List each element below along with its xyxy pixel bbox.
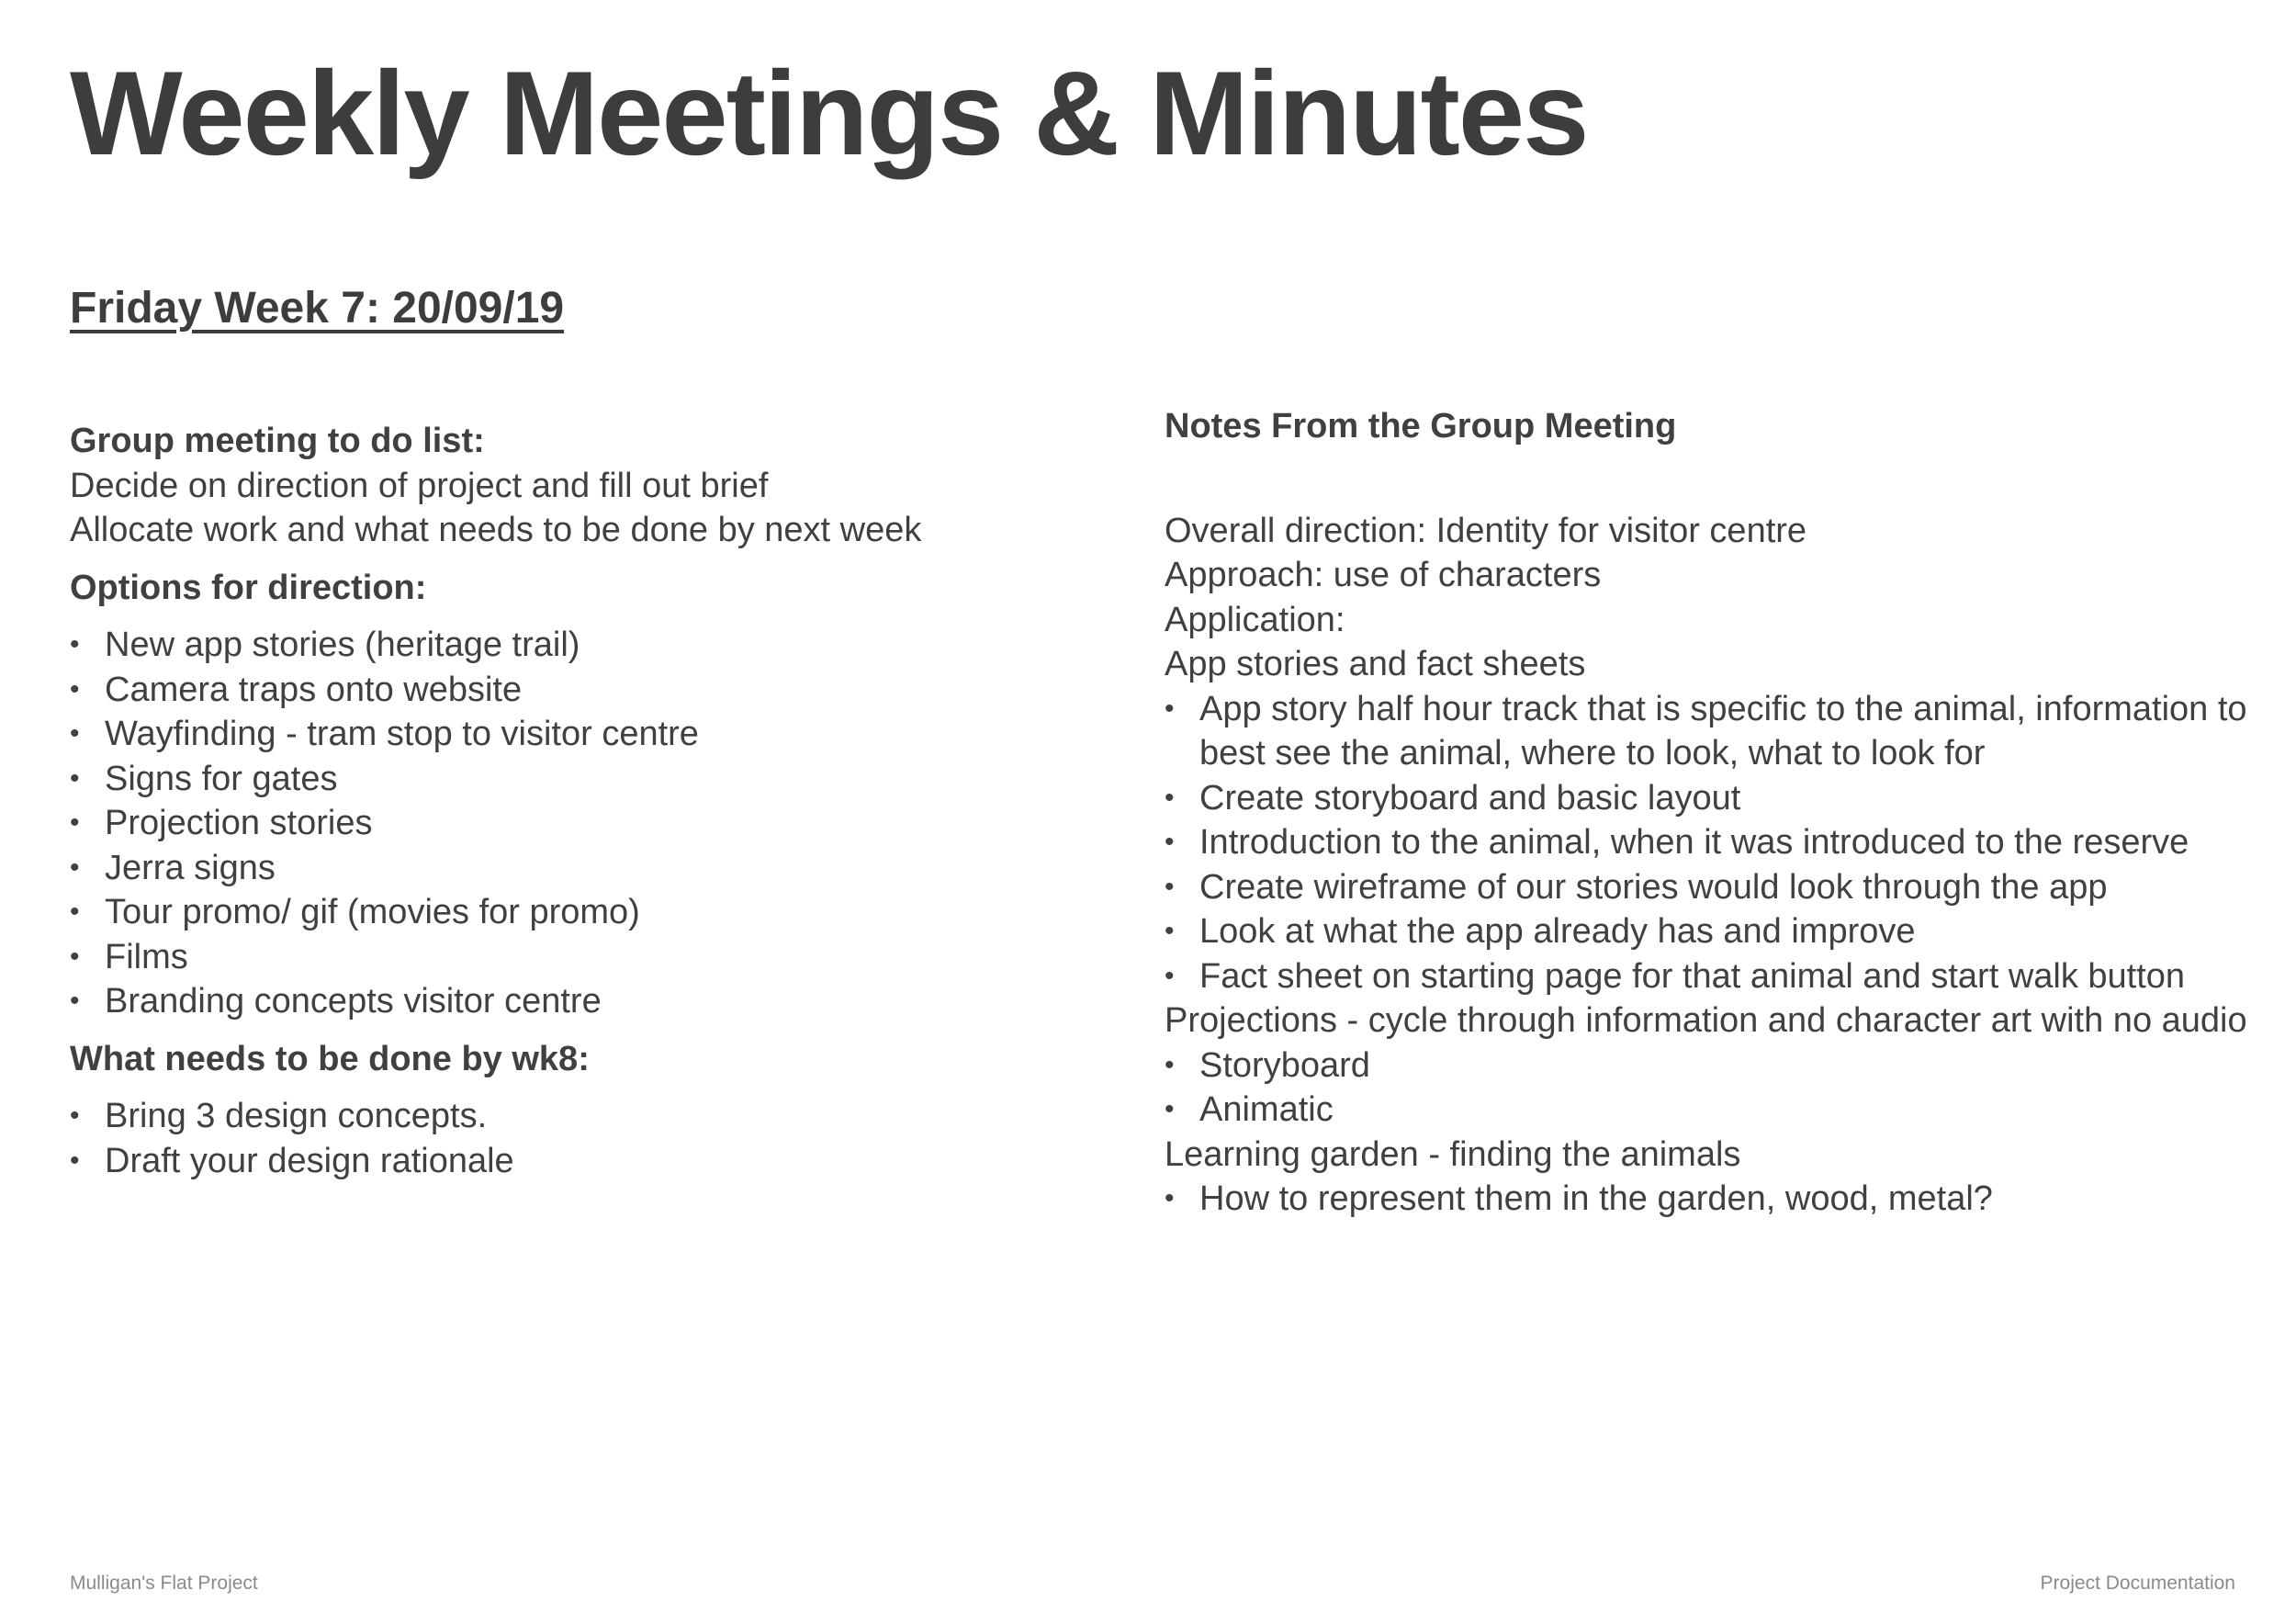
list-item [1165, 954, 2248, 999]
notes-heading: Notes From the Group Meeting [1165, 407, 1677, 445]
list-item [70, 935, 1135, 980]
projections-heading: Projections - cycle through information and character art with no audio [1165, 1001, 2247, 1040]
bullet-icon: • [1165, 1049, 1175, 1080]
list-item-text: Introduction to the animal, when it was introduced to the reserve [1199, 823, 2189, 862]
list-item-text: Look at what the app already has and improve [1199, 912, 1916, 951]
bullet-icon: • [1165, 827, 1175, 857]
approach: Approach: use of characters [1165, 556, 1602, 594]
list-item [70, 801, 1135, 846]
bullet-icon: • [1165, 916, 1175, 946]
list-item [1165, 865, 2248, 910]
list-item-text: Branding concepts visitor centre [105, 982, 602, 1021]
list-item [70, 623, 1135, 668]
bullet-icon: • [70, 941, 80, 972]
list-item [1165, 820, 2248, 865]
bullet-icon: • [1165, 960, 1175, 991]
bullet-icon: • [70, 986, 80, 1016]
list-item-text: Wayfinding - tram stop to visitor centre [105, 715, 699, 753]
list-item-text: Fact sheet on starting page for that animal and start walk button [1199, 956, 2186, 996]
bullet-icon: • [70, 762, 80, 794]
list-item-text: New app stories (heritage trail) [105, 626, 580, 664]
list-item-text: Tour promo/ gif (movies for promo) [105, 893, 640, 931]
wk8-list [70, 1094, 1135, 1183]
overall-direction: Overall direction: Identity for visitor centre [1165, 511, 1807, 550]
list-item-text: Bring 3 design concepts. [105, 1097, 488, 1135]
list-item-text: Films [105, 937, 188, 976]
list-item-text: Projection stories [105, 804, 373, 842]
list-item-text: Create wireframe of our stories would look through the app [1199, 867, 2108, 907]
todo-line: Allocate work and what needs to be done by next week [70, 511, 922, 549]
list-item [1165, 1177, 2248, 1222]
options-list [70, 623, 1135, 1024]
list-item [70, 1139, 1135, 1184]
list-item [70, 1094, 1135, 1139]
list-item [1165, 909, 2248, 954]
application: Application: [1165, 600, 1345, 639]
list-item-text: How to represent them in the garden, wood, metal? [1199, 1179, 1993, 1218]
bullet-icon: • [1165, 1094, 1175, 1124]
bullet-icon: • [70, 1145, 80, 1176]
todo-line: Decide on direction of project and fill out brief [70, 466, 769, 505]
list-item [70, 757, 1135, 802]
app-stories-list [1165, 687, 2248, 999]
bullet-icon: • [1165, 782, 1175, 813]
wk8-heading: What needs to be done by wk8: [70, 1039, 590, 1078]
page-title: Weekly Meetings & Minutes [70, 46, 1588, 180]
list-item-text: Animatic [1199, 1090, 1334, 1129]
list-item [1165, 1043, 2248, 1088]
meeting-date: Friday Week 7: 20/09/19 [70, 284, 565, 333]
learning-heading: Learning garden - finding the animals [1165, 1134, 1741, 1174]
bullet-icon: • [1165, 1183, 1175, 1213]
list-item-text: Create storyboard and basic layout [1199, 778, 1741, 818]
list-item [70, 712, 1135, 757]
footer-doc-label: Project Documentation [2040, 1573, 2235, 1594]
bullet-icon: • [70, 897, 80, 927]
projections-list [1165, 1043, 2248, 1133]
list-item-text: Signs for gates [105, 759, 338, 798]
list-item [1165, 776, 2248, 821]
list-item [1165, 687, 2248, 776]
learning-list [1165, 1177, 2248, 1222]
footer-project-name: Mulligan's Flat Project [70, 1573, 258, 1594]
list-item-text: Draft your design rationale [105, 1141, 514, 1180]
list-item-text: Camera traps onto website [105, 670, 523, 709]
app-stories-heading: App stories and fact sheets [1165, 645, 1586, 683]
bullet-icon: • [70, 807, 80, 838]
todo-heading: Group meeting to do list: [70, 422, 485, 460]
list-item-text: App story half hour track that is specific to the animal, information to best see the animal, where to look, what to look for [1199, 689, 2247, 773]
options-heading: Options for direction: [70, 568, 427, 607]
left-column [70, 419, 1135, 1183]
list-item [70, 890, 1135, 935]
list-item [70, 979, 1135, 1024]
list-item [1165, 1088, 2248, 1133]
bullet-icon: • [1165, 871, 1175, 902]
bullet-icon: • [70, 673, 80, 705]
list-item [70, 846, 1135, 891]
bullet-icon: • [70, 718, 80, 749]
bullet-icon: • [70, 851, 80, 883]
right-column [1165, 404, 2248, 1222]
bullet-icon: • [70, 1100, 80, 1131]
list-item-text: Jerra signs [105, 848, 276, 887]
bullet-icon: • [70, 629, 80, 660]
list-item-text: Storyboard [1199, 1045, 1370, 1085]
bullet-icon: • [1165, 693, 1175, 724]
list-item [70, 668, 1135, 713]
